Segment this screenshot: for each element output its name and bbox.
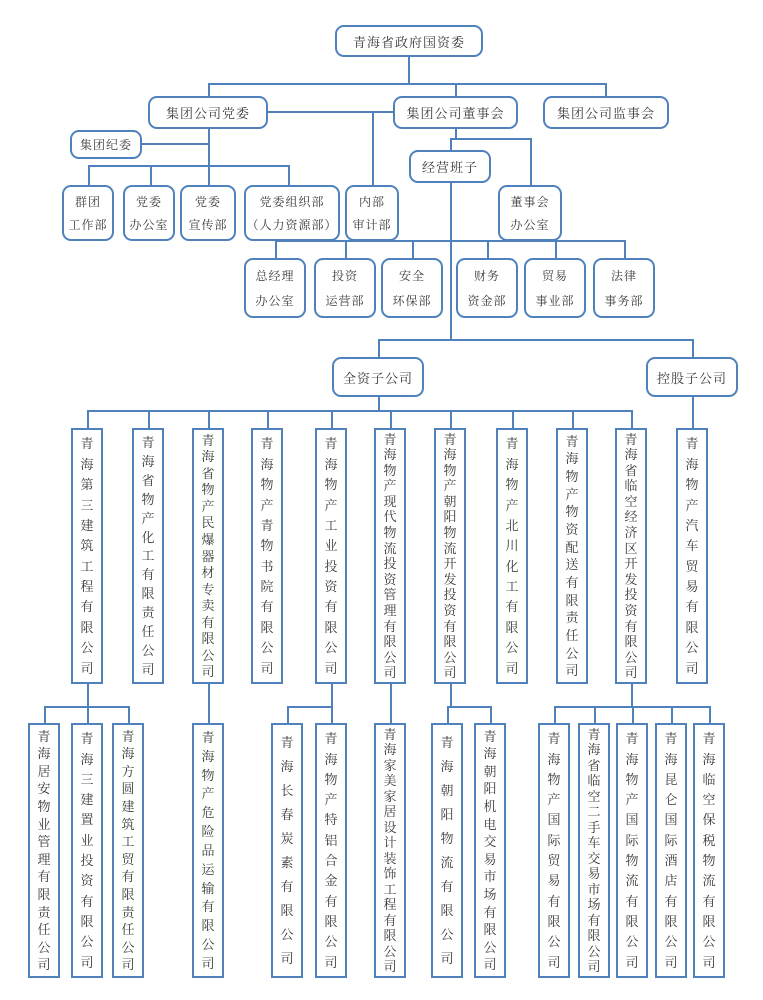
connector-line [631,410,633,428]
sub-company-box-chaoyang-logistics: 青 海 朝 阳 物 流 有 限 公 司 [431,723,463,978]
company-box-modern-logistics: 青 海 物 产 现 代 物 流 投 资 管 理 有 限 公 司 [374,428,406,684]
dept-label-line: 事业部 [535,293,575,308]
dept-label-line: 财务 [473,269,500,284]
connector-line [87,706,89,723]
connector-line [709,706,711,723]
dept-box-gm-office [244,258,306,318]
dept-label-line: 审计部 [352,218,392,232]
connector-line [378,397,380,410]
sub-company-box-juan-property: 青 海 居 安 物 业 管 理 有 限 责 任 公 司 [28,723,60,978]
connector-line [412,240,414,258]
connector-line [150,165,152,185]
org-node-management-team [409,150,491,183]
connector-line [450,410,452,428]
connector-line [490,706,492,723]
connector-line [378,339,380,357]
dept-label-line: 总经理 [255,269,295,284]
connector-line [87,684,89,706]
dept-label-line: （人力资源部） [246,218,338,232]
company-box-beichuan-chemical: 青 海 物 产 北 川 化 工 有 限 公 司 [496,428,528,684]
company-box-industrial-investment: 青 海 物 产 工 业 投 资 有 限 公 司 [315,428,347,684]
dept-box-safety-environment [381,258,443,318]
connector-line [671,706,673,723]
sub-company-box-changchun-carbon: 青 海 长 春 炭 素 有 限 公 司 [271,723,303,978]
sub-company-box-jiamei-decoration: 青 海 家 美 家 居 设 计 装 饰 工 程 有 限 公 司 [374,723,406,978]
dept-label-line: 宣传部 [188,218,228,232]
connector-line [87,410,631,412]
org-node-label: 全资子公司 [342,370,413,386]
org-node-label: 集团公司党委 [165,106,250,121]
connector-line [288,165,290,185]
sub-company-box-used-car-market: 青 海 省 临 空 二 手 车 交 易 市 场 有 限 公 司 [578,723,610,978]
connector-line [378,339,692,341]
dept-label-line: 法律 [610,269,637,284]
org-node-label: 经营班子 [421,160,478,175]
company-box-civil-explosives: 青 海 省 物 产 民 爆 器 材 专 卖 有 限 公 司 [192,428,224,684]
org-node-holding-subsidiaries [646,357,738,397]
org-node-label: 控股子公司 [656,370,727,386]
connector-line [450,138,452,150]
dept-label-line: 环保部 [392,293,432,308]
company-box-qingwu-academy: 青 海 物 产 青 物 书 院 有 限 公 司 [251,428,283,684]
dept-box-party-office [123,185,175,241]
connector-line [390,410,392,428]
connector-line [447,706,490,708]
dept-box-group-work [62,185,114,241]
dept-box-party-publicity [180,185,236,241]
org-node-label: 集团公司董事会 [406,106,505,121]
connector-line [390,684,392,723]
connector-line [87,410,89,428]
connector-line [450,138,530,140]
dept-label-line: 办公室 [255,293,295,308]
connector-line [287,706,289,723]
connector-line [331,410,333,428]
connector-line [208,83,210,96]
dept-label-line: 运营部 [325,293,365,308]
org-node-label: 青海省政府国资委 [352,34,465,50]
connector-line [632,706,634,723]
dept-box-board-office [498,185,562,241]
dept-label-line: 投资 [331,269,358,284]
org-node-board [393,96,518,129]
sub-company-box-kunlun-hotel: 青 海 昆 仑 国 际 酒 店 有 限 公 司 [655,723,687,978]
connector-line [287,706,331,708]
connector-line [268,111,393,113]
dept-label-line: 办公室 [510,218,550,232]
dept-box-internal-audit [345,185,399,241]
sub-company-box-sanjian-real-estate: 青 海 三 建 置 业 投 资 有 限 公 司 [71,723,103,978]
sub-company-box-hazmat-transport: 青 海 物 产 危 险 品 运 输 有 限 公 司 [192,723,224,978]
connector-line [88,165,90,185]
connector-line [345,240,347,258]
connector-line [455,83,457,96]
connector-line [208,83,607,85]
dept-label-line: 群团 [74,195,101,209]
dept-label-line: 工作部 [68,218,108,232]
sub-company-box-fangyuan-construction: 青 海 方 圆 建 筑 工 贸 有 限 责 任 公 司 [112,723,144,978]
connector-line [605,83,607,96]
company-box-chaoyang-logistics-dev: 青 海 物 产 朝 阳 物 流 开 发 投 资 有 限 公 司 [434,428,466,684]
dept-label-line: 事务部 [604,293,644,308]
dept-label-line: 内部 [358,195,385,209]
org-node-wholly-owned-subsidiaries [332,357,424,397]
connector-line [487,240,489,258]
dept-label-line: 董事会 [510,195,550,209]
dept-label-line: 党委 [194,195,221,209]
dept-label-line: 党委组织部 [259,195,325,209]
connector-line [555,240,557,258]
company-box-chemical: 青 海 省 物 产 化 工 有 限 责 任 公 司 [132,428,164,684]
connector-line [148,410,150,428]
dept-label-line: 安全 [398,269,425,284]
connector-line [142,143,208,145]
connector-line [208,684,210,723]
dept-box-legal-affairs [593,258,655,318]
connector-line [208,410,210,428]
dept-label-line: 贸易 [541,269,568,284]
connector-line [450,684,452,706]
connector-line [692,397,694,428]
connector-line [447,706,449,723]
org-node-supervisory-board [543,96,669,129]
dept-box-investment-operations [314,258,376,318]
connector-line [88,165,288,167]
org-node-discipline-committee [70,130,142,159]
connector-line [331,706,333,723]
sub-company-box-intl-logistics: 青 海 物 产 国 际 物 流 有 限 公 司 [616,723,648,978]
dept-label-line: 党委 [135,195,162,209]
dept-box-party-organization [244,185,340,241]
connector-line [512,410,514,428]
connector-line [572,410,574,428]
org-node-party-committee [148,96,268,129]
connector-line [624,240,626,258]
connector-line [408,57,410,83]
connector-line [44,706,128,708]
company-box-no3-construction: 青 海 第 三 建 筑 工 程 有 限 公 司 [71,428,103,684]
sub-company-box-chaoyang-mechatronics: 青 海 朝 阳 机 电 交 易 市 场 有 限 公 司 [474,723,506,978]
connector-line [331,684,333,706]
org-node-label: 集团纪委 [79,138,132,152]
connector-line [275,240,277,258]
connector-line [594,706,596,723]
dept-box-trade-business [524,258,586,318]
dept-label-line: 资金部 [467,293,507,308]
org-node-label: 集团公司监事会 [556,106,655,121]
sub-company-box-bonded-logistics: 青 海 临 空 保 税 物 流 有 限 公 司 [693,723,725,978]
connector-line [692,339,694,357]
org-node-sasac [335,25,483,57]
connector-line [530,138,532,185]
dept-label-line: 办公室 [129,218,169,232]
sub-company-box-intl-trade: 青 海 物 产 国 际 贸 易 有 限 公 司 [538,723,570,978]
connector-line [267,410,269,428]
connector-line [44,706,46,723]
connector-line [128,706,130,723]
company-box-linkong-economic-zone: 青 海 省 临 空 经 济 区 开 发 投 资 有 限 公 司 [615,428,647,684]
connector-line [372,111,374,185]
company-box-materials-distribution: 青 海 物 产 物 资 配 送 有 限 责 任 公 司 [556,428,588,684]
connector-line [450,183,452,339]
sub-company-box-special-aluminum: 青 海 物 产 特 铝 合 金 有 限 公 司 [315,723,347,978]
company-box-auto-trade: 青 海 物 产 汽 车 贸 易 有 限 公 司 [676,428,708,684]
connector-line [631,684,633,706]
connector-line [554,706,556,723]
connector-line [208,129,210,185]
dept-box-finance-capital [456,258,518,318]
